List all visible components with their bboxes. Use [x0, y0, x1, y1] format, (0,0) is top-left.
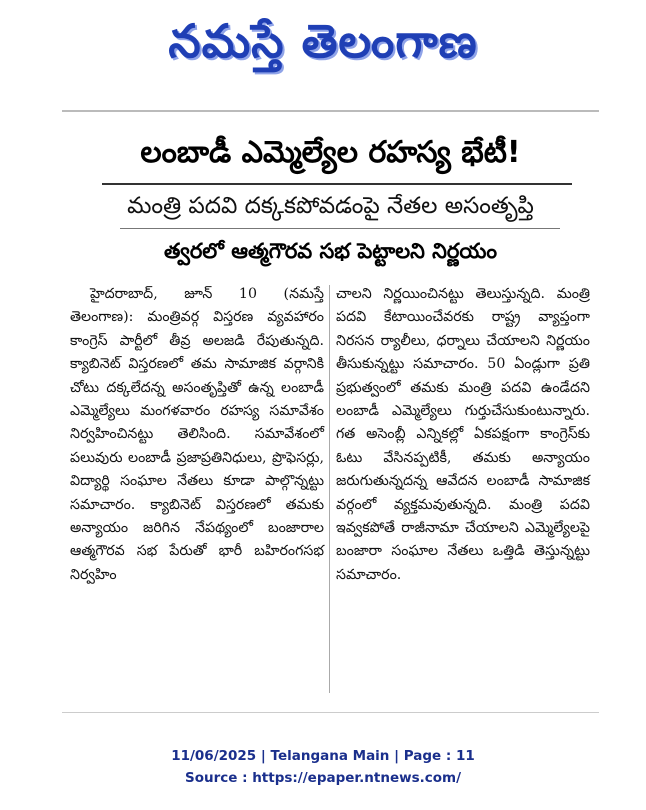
- article-subheadline-2: త్వరలో ఆత్మగౌరవ సభ పెట్టాలని నిర్ణయం: [164, 239, 497, 263]
- article-body-left: హైదరాబాద్, జూన్ 10 (నమస్తే తెలంగాణ): మంత్రివర్గ విస్తరణ వ్యవహారం కాంగ్రెస్ పార్టీలో తీవ్ర అలజడి రేపుతున్నది. క్యాబినెట్ విస్తరణలో తమ సామాజిక వర్గానికి చోటు దక్కలేదన్న అసంతృప్తితో ఉన్న లంబాడీ ఎమ్మెల్యేలు మంగళవారం రహస్య సమావేశం నిర్వహించినట్టు తెలిసింది. సమావేశంలో పలువురు లంబాడీ ప్రజాప్రతినిధులు, ప్రొఫెసర్లు, విద్యార్థి సంఘాల నేతలు కూడా పాల్గొన్నట్టు సమాచారం. క్యాబినెట్ విస్తరణలో తమకు అన్యాయం జరిగిన నేపథ్యంలో బంజారాల ఆత్మగౌరవ సభ పేరుతో భారీ బహిరంగసభ నిర్వహిం: [70, 286, 324, 583]
- headline-divider: [102, 183, 572, 185]
- column-divider: [329, 285, 330, 693]
- source-link[interactable]: Source : https://epaper.ntnews.com/: [184, 770, 462, 786]
- article-subheadline: మంత్రి పదవి దక్కకపోవడంపై నేతల అసంతృప్తి: [127, 193, 534, 219]
- article-body-right: చాలని నిర్ణయించినట్టు తెలుస్తున్నది. మంత్రి పదవి కేటాయించేవరకు రాష్ట్ర వ్యాప్తంగా నిరసన ర్యాలీలు, ధర్నాలు చేయాలని నిర్ణయం తీసుకున్నట్టు సమాచారం. 50 ఏండ్లుగా ప్రతి ప్రభుత్వంలో తమకు మంత్రి పదవి ఉండేదని లంబాడీ ఎమ్మెల్యేలు గుర్తుచేసుకుంటున్నారు. గత అసెంబ్లీ ఎన్నికల్లో ఏకపక్షంగా కాంగ్రెస్‌కు ఓటు వేసినప్పటికీ, తమకు అన్యాయం జరుగుతున్నదన్న ఆవేదన లంబాడీ సామాజిక వర్గంలో వ్యక్తమవుతున్నది. మంత్రి పదవి ఇవ్వకపోతే రాజీనామా చేయాలని ఎమ్మెల్యేలపై బంజారా సంఘాల నేతలు ఒత్తిడి తెస్తున్నట్టు సమాచారం.: [336, 286, 590, 583]
- article-column-right: [336, 283, 590, 587]
- newspaper-masthead: నమస్తే తెలంగాణ: [168, 14, 478, 68]
- article-headline: లంబాడీ ఎమ్మెల్యేల రహస్య భేటీ!: [140, 135, 521, 170]
- subheadline-divider: [120, 228, 560, 229]
- edition-info: 11/06/2025 | Telangana Main | Page : 11: [171, 748, 475, 764]
- article-column-left: [70, 283, 324, 587]
